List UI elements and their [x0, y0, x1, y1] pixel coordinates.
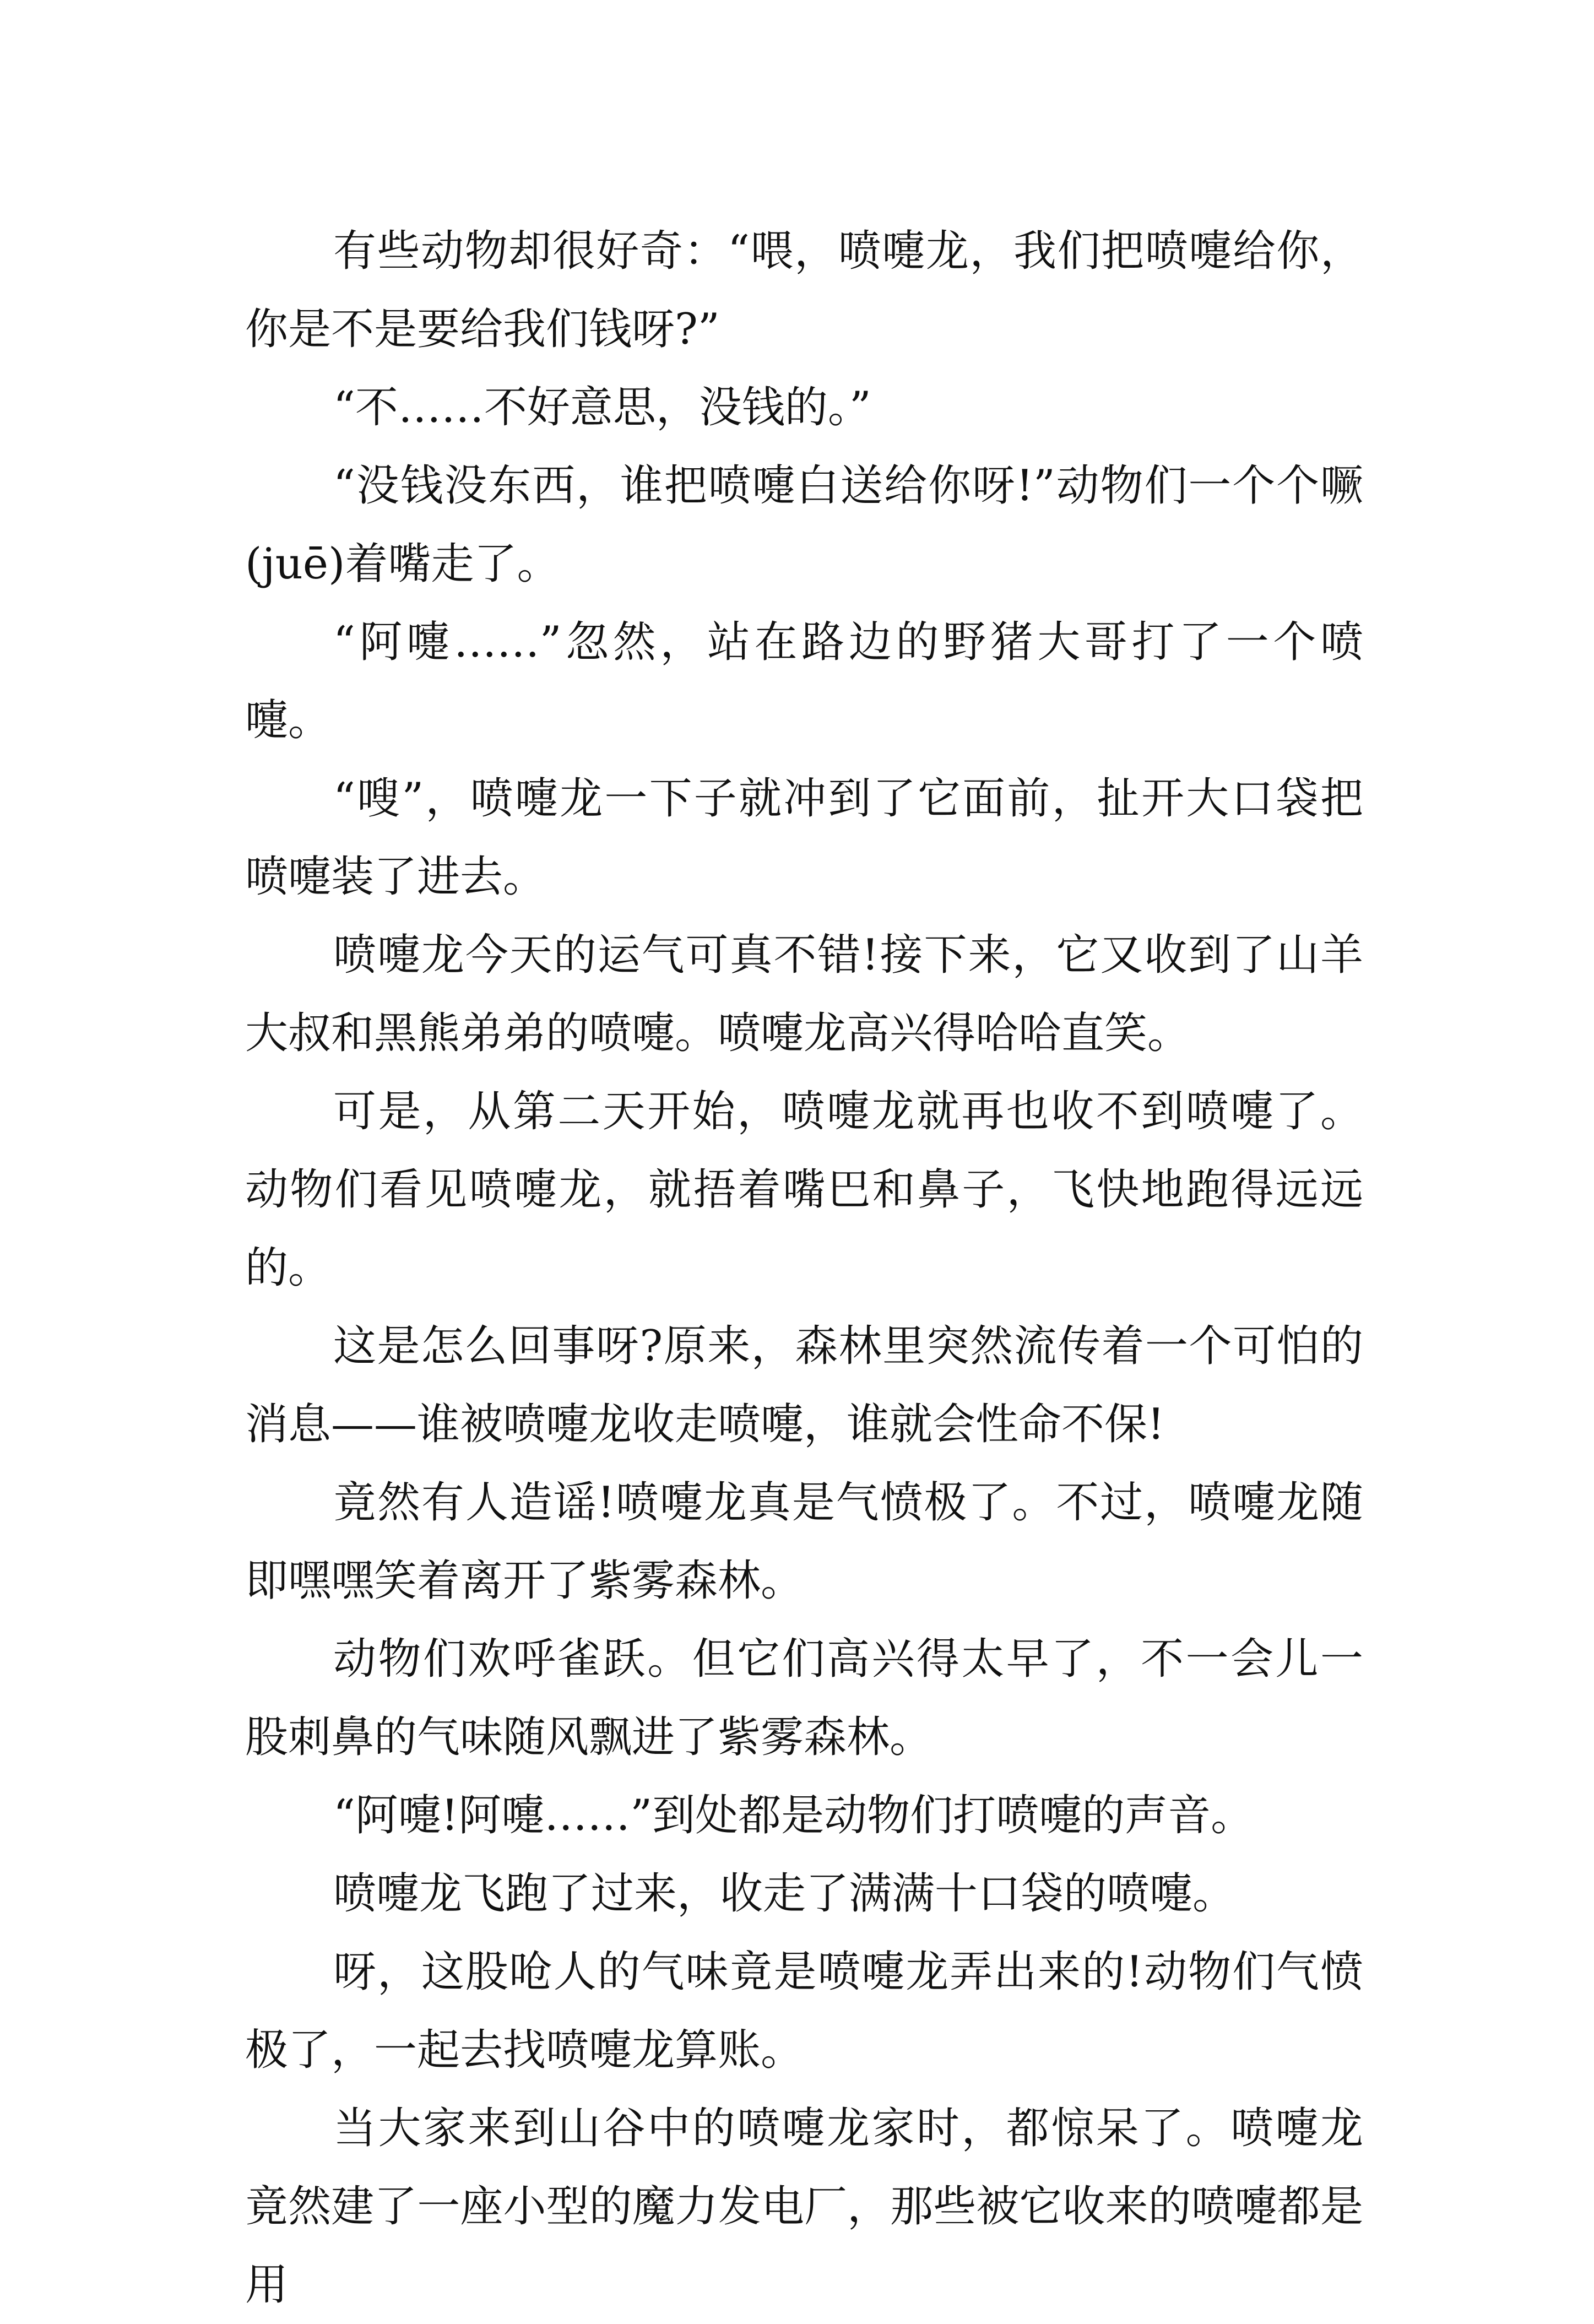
- paragraph: “阿嚏!阿嚏……”到处都是动物们打喷嚏的声音。: [333, 1791, 1254, 1840]
- paragraph: “没钱没东西，谁把喷嚏白送给你呀!”动物们一个个噘(juē)着嘴走了。: [245, 461, 1363, 589]
- paragraph: 竟然有人造谣!喷嚏龙真是气愤极了。不过，喷嚏龙随即嘿嘿笑着离开了紫雾森林。: [245, 1478, 1363, 1606]
- paragraph: 呀，这股呛人的气味竟是喷嚏龙弄出来的!动物们气愤极了，一起去找喷嚏龙算账。: [245, 1947, 1363, 2075]
- paragraph: 当大家来到山谷中的喷嚏龙家时，都惊呆了。喷嚏龙竟然建了一座小型的魔力发电厂，那些被它收来的喷嚏都是用: [245, 2104, 1363, 2310]
- body-text: [245, 212, 1363, 2324]
- paragraph: 这是怎么回事呀?原来，森林里突然流传着一个可怕的消息——谁被喷嚏龙收走喷嚏，谁就会性命不保!: [245, 1321, 1363, 1449]
- paragraph: 有些动物却很好奇：“喂，喷嚏龙，我们把喷嚏给你，你是不是要给我们钱呀?”: [245, 226, 1363, 354]
- paragraph: 动物们欢呼雀跃。但它们高兴得太早了，不一会儿一股刺鼻的气味随风飘进了紫雾森林。: [245, 1634, 1363, 1762]
- paragraph: “不……不好意思，没钱的。”: [333, 383, 871, 432]
- paragraph: 可是，从第二天开始，喷嚏龙就再也收不到喷嚏了。动物们看见喷嚏龙，就捂着嘴巴和鼻子，飞快地跑得远远的。: [245, 1087, 1363, 1293]
- paragraph: “阿嚏……”忽然，站在路边的野猪大哥打了一个喷嚏。: [245, 617, 1363, 745]
- paragraph: 喷嚏龙今天的运气可真不错!接下来，它又收到了山羊大叔和黑熊弟弟的喷嚏。喷嚏龙高兴得哈哈直笑。: [245, 930, 1363, 1058]
- paragraph: 喷嚏龙飞跑了过来，收走了满满十口袋的喷嚏。: [333, 1869, 1236, 1919]
- paragraph: “嗖”，喷嚏龙一下子就冲到了它面前，扯开大口袋把喷嚏装了进去。: [245, 774, 1363, 902]
